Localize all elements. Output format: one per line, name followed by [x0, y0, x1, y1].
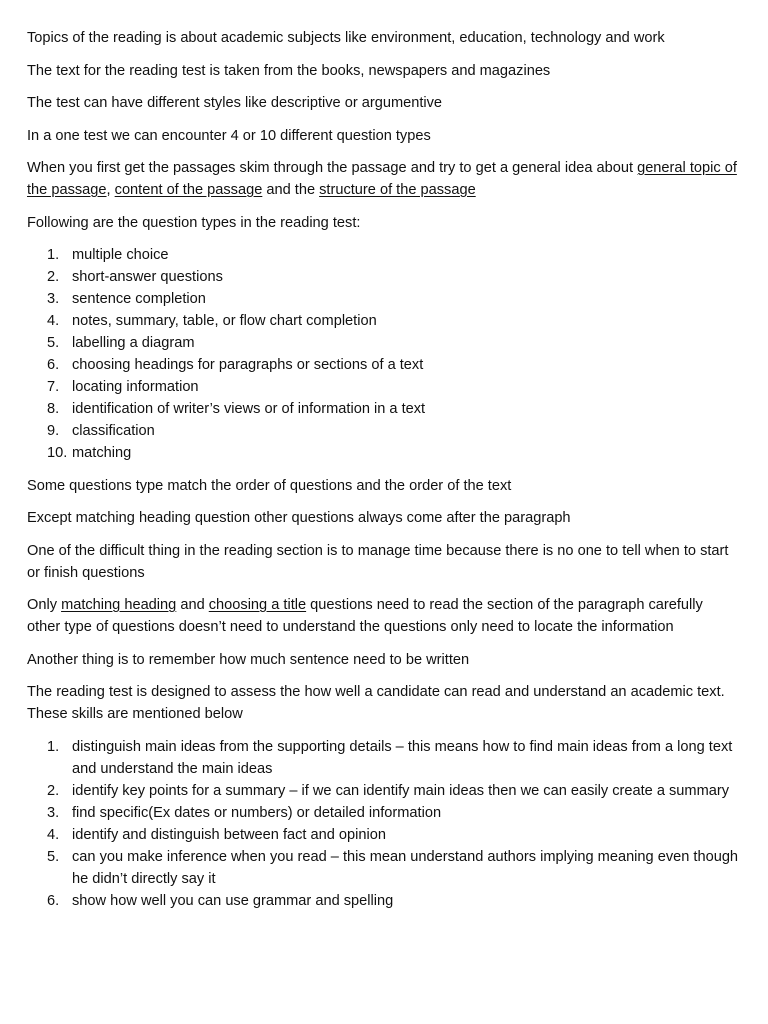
- list-number: 2.: [47, 782, 60, 799]
- paragraph-careful-reading: [27, 594, 739, 638]
- underlined-phrase: structure of the passage: [319, 182, 476, 198]
- list-item: [27, 266, 739, 288]
- list-item-text: locating information: [72, 379, 199, 395]
- text-span: When you first get the passages skim through the passage and try to get a general idea about: [27, 160, 638, 176]
- text-span: questions need to read the section of the paragraph carefully other type of questions doesn’t need to understand the questions only need to locate the information: [27, 597, 703, 635]
- list-item-text: notes, summary, table, or flow chart completion: [72, 313, 377, 329]
- document-body: [27, 27, 739, 922]
- list-item-text: multiple choice: [72, 247, 169, 263]
- list-number: 8.: [47, 401, 60, 417]
- list-item-text: short-answer questions: [72, 269, 223, 285]
- paragraph-skim-advice: [27, 157, 739, 201]
- text-span: Only: [27, 597, 62, 613]
- text-span: ,: [106, 182, 115, 198]
- paragraph-skills-intro: The reading test is designed to assess the how well a candidate can read and understand an academic text. These skills are mentioned below: [27, 684, 725, 722]
- skills-list: [27, 736, 739, 912]
- paragraph-time-management: One of the difficult thing in the reading section is to manage time because there is no one to tell when to start or finish questions: [27, 542, 729, 581]
- list-item: [27, 354, 739, 376]
- list-item: [27, 846, 739, 890]
- list-item-text: classification: [72, 423, 155, 439]
- list-item-text: find specific(Ex dates or numbers) or detailed information: [72, 804, 442, 821]
- list-number: 1.: [47, 247, 60, 263]
- list-number: 1.: [47, 738, 60, 755]
- list-item: [27, 420, 739, 442]
- paragraph-question-count: In a one test we can encounter 4 or 10 different question types: [27, 127, 431, 144]
- paragraph-sources: The text for the reading test is taken from the books, newspapers and magazines: [27, 62, 551, 79]
- list-item: [27, 398, 739, 420]
- list-item: [27, 824, 739, 846]
- text-span: and: [176, 597, 209, 613]
- list-number: 7.: [47, 379, 60, 395]
- list-item-text: identify and distinguish between fact and opinion: [72, 826, 386, 843]
- list-number: 9.: [47, 423, 60, 439]
- list-number: 2.: [47, 269, 60, 285]
- list-item-text: labelling a diagram: [72, 335, 195, 351]
- list-item: [27, 780, 739, 802]
- list-item: [27, 332, 739, 354]
- list-item-text: identify key points for a summary – if we can identify main ideas then we can easily create a summary: [72, 782, 730, 799]
- paragraph-matching-heading: Except matching heading question other questions always come after the paragraph: [27, 510, 571, 526]
- list-number: 4.: [47, 826, 60, 843]
- list-item: [27, 288, 739, 310]
- list-number: 6.: [47, 357, 60, 373]
- list-number: 4.: [47, 313, 60, 329]
- underlined-phrase: content of the passage: [114, 182, 263, 198]
- list-item: [27, 442, 739, 464]
- paragraph-question-types-intro: Following are the question types in the reading test:: [27, 214, 361, 231]
- paragraph-sentence-count: Another thing is to remember how much sentence need to be written: [27, 651, 470, 668]
- list-item-text: show how well you can use grammar and spelling: [72, 892, 394, 909]
- underlined-phrase: matching heading: [61, 597, 177, 613]
- list-item-text: sentence completion: [72, 291, 206, 307]
- list-number: 6.: [47, 892, 60, 909]
- list-number: 3.: [47, 804, 60, 821]
- list-item: [27, 736, 739, 780]
- list-number: 5.: [47, 848, 60, 865]
- question-types-list: [27, 244, 739, 464]
- list-number: 5.: [47, 335, 60, 351]
- list-number: 3.: [47, 291, 60, 307]
- list-item-text: choosing headings for paragraphs or sections of a text: [72, 357, 424, 373]
- list-item: [27, 890, 739, 912]
- list-number: 10.: [47, 445, 68, 461]
- list-item: [27, 802, 739, 824]
- list-item-text: can you make inference when you read – this mean understand authors implying meaning even though he didn’t directly say it: [72, 848, 739, 887]
- list-item-text: distinguish main ideas from the supporting details – this means how to find main ideas from a long text and understand the main ideas: [72, 738, 733, 777]
- list-item: [27, 310, 739, 332]
- text-span: and the: [262, 182, 320, 198]
- underlined-phrase: general topic of the passage: [27, 160, 737, 198]
- list-item-text: identification of writer’s views or of information in a text: [72, 401, 426, 417]
- list-item-text: matching: [72, 445, 132, 461]
- paragraph-topics: Topics of the reading is about academic subjects like environment, education, technology and work: [27, 30, 665, 46]
- list-item: [27, 376, 739, 398]
- underlined-phrase: choosing a title: [208, 597, 307, 613]
- paragraph-question-order: Some questions type match the order of questions and the order of the text: [27, 477, 512, 494]
- list-item: [27, 244, 739, 266]
- paragraph-styles: The test can have different styles like descriptive or argumentive: [27, 95, 443, 111]
